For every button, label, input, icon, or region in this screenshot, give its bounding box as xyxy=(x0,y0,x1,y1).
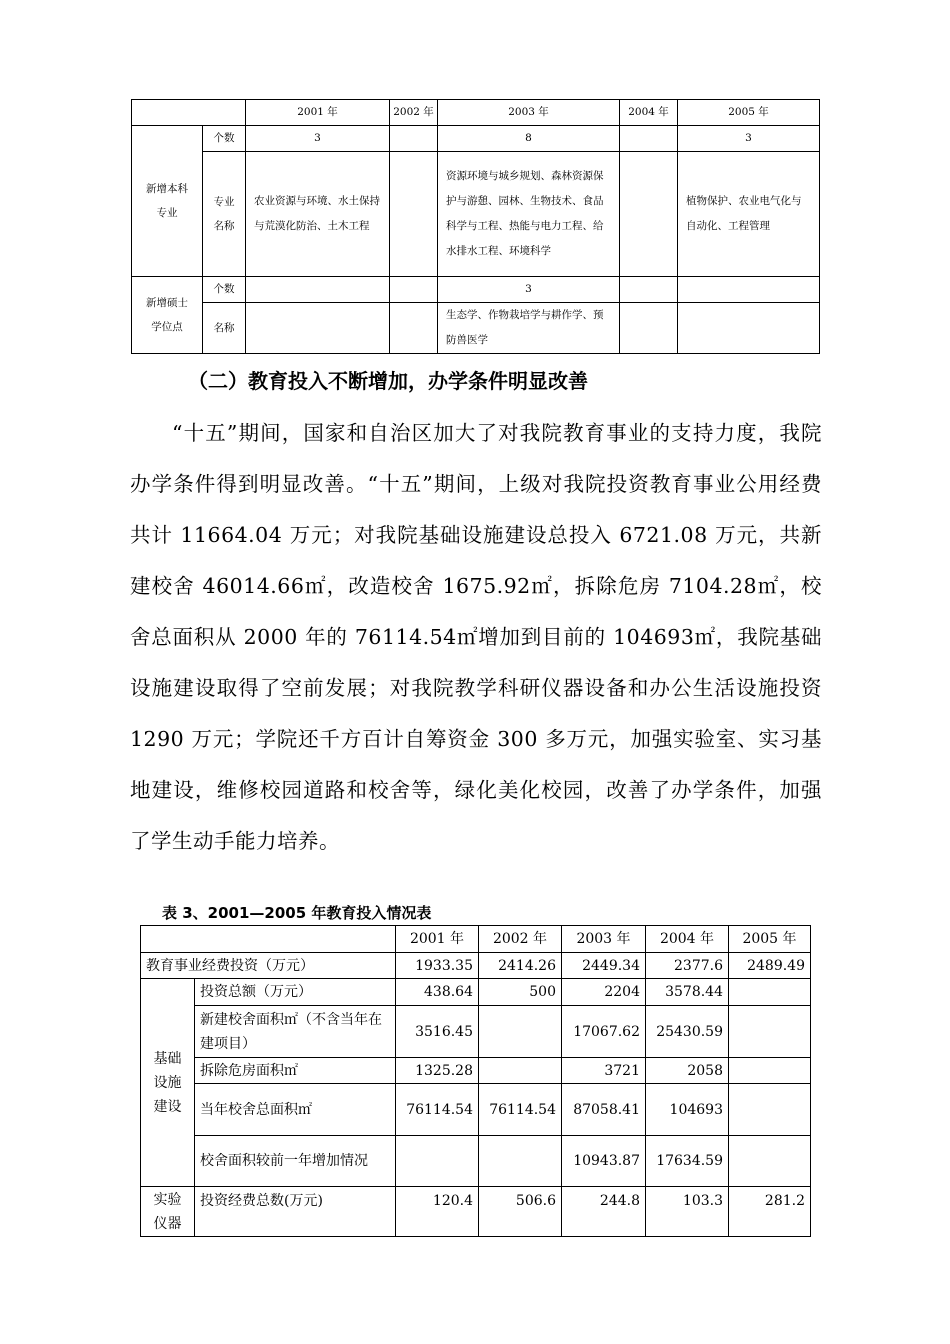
cell: 2204 xyxy=(562,979,646,1006)
row-label: 校舍面积较前一年增加情况 xyxy=(195,1136,396,1187)
cell: 438.64 xyxy=(396,979,479,1006)
cell: 农业资源与环境、水土保持与荒漠化防治、土木工程 xyxy=(246,152,390,277)
cell: 3 xyxy=(438,277,620,303)
cell xyxy=(390,152,438,277)
cell xyxy=(620,152,678,277)
table-caption: 表 3、2001—2005 年教育投入情况表 xyxy=(162,904,432,922)
row-label: 教育事业经费投资（万元） xyxy=(141,953,396,979)
major-name-label: 专业名称 xyxy=(203,152,246,277)
section-heading: （二）教育投入不断增加，办学条件明显改善 xyxy=(188,369,588,393)
year-header: 2005 年 xyxy=(729,926,811,953)
cell: 3578.44 xyxy=(646,979,729,1006)
cell xyxy=(729,1084,811,1136)
cell: 500 xyxy=(479,979,562,1006)
group-label: 实验仪器 xyxy=(141,1187,195,1237)
cell: 2377.6 xyxy=(646,953,729,979)
cell: 76114.54 xyxy=(479,1084,562,1136)
cell xyxy=(729,1136,811,1187)
cell xyxy=(390,277,438,303)
cell: 10943.87 xyxy=(562,1136,646,1187)
cell: 资源环境与城乡规划、森林资源保护与游憩、园林、生物技术、食品科学与工程、热能与电力工程、给水排水工程、环境科学 xyxy=(438,152,620,277)
cell xyxy=(479,1058,562,1084)
investment-table xyxy=(140,925,811,1237)
cell: 17634.59 xyxy=(646,1136,729,1187)
header-blank xyxy=(141,926,396,953)
cell xyxy=(246,303,390,354)
year-header: 2002 年 xyxy=(390,100,438,126)
cell xyxy=(678,303,820,354)
cell xyxy=(729,979,811,1006)
cell: 104693 xyxy=(646,1084,729,1136)
cell: 8 xyxy=(438,126,620,152)
year-header: 2003 年 xyxy=(438,100,620,126)
row-label: 新建校舍面积㎡（不含当年在建项目） xyxy=(195,1006,396,1058)
cell: 2414.26 xyxy=(479,953,562,979)
cell: 120.4 xyxy=(396,1187,479,1237)
cell xyxy=(620,126,678,152)
year-header: 2004 年 xyxy=(646,926,729,953)
cell: 506.6 xyxy=(479,1187,562,1237)
cell: 3 xyxy=(678,126,820,152)
cell: 生态学、作物栽培学与耕作学、预防兽医学 xyxy=(438,303,620,354)
cell: 17067.62 xyxy=(562,1006,646,1058)
cell xyxy=(246,277,390,303)
cell: 25430.59 xyxy=(646,1006,729,1058)
row-label: 拆除危房面积㎡ xyxy=(195,1058,396,1084)
new-majors-table xyxy=(131,99,820,354)
row-label: 当年校舍总面积㎡ xyxy=(195,1084,396,1136)
master-label: 新增硕士学位点 xyxy=(132,277,203,354)
cell: 3721 xyxy=(562,1058,646,1084)
cell: 87058.41 xyxy=(562,1084,646,1136)
cell: 76114.54 xyxy=(396,1084,479,1136)
count-label: 个数 xyxy=(203,277,246,303)
row-label: 投资总额（万元） xyxy=(195,979,396,1006)
cell: 2449.34 xyxy=(562,953,646,979)
header-blank xyxy=(132,100,246,126)
year-header: 2002 年 xyxy=(479,926,562,953)
year-header: 2001 年 xyxy=(246,100,390,126)
cell xyxy=(390,126,438,152)
cell: 1933.35 xyxy=(396,953,479,979)
cell xyxy=(396,1136,479,1187)
cell: 3516.45 xyxy=(396,1006,479,1058)
cell: 3 xyxy=(246,126,390,152)
cell: 244.8 xyxy=(562,1187,646,1237)
cell xyxy=(729,1006,811,1058)
count-label: 个数 xyxy=(203,126,246,152)
cell xyxy=(729,1058,811,1084)
body-paragraph: “十五”期间，国家和自治区加大了对我院教育事业的支持力度，我院办学条件得到明显改善。“十五”期间，上级对我院投资教育事业公用经费共计 11664.04 万元；对我院基础设施建设总投入 6721.08 万元，共新建校舍 46014.66㎡，改造校舍 1675.92㎡，拆除危房 7104.28㎡，校舍总面积从 2000 年的 76114.54㎡增加到目前的 104693㎡，我院基础设施建设取得了空前发展；对我院教学科研仪器设备和办公生活设施投资 1290 万元；学院还千方百计自筹资金 300 多万元，加强实验室、实习基地建设，维修校园道路和校舍等，绿化美化校园，改善了办学条件，加强了学生动手能力培养。 xyxy=(130,421,822,853)
cell: 1325.28 xyxy=(396,1058,479,1084)
cell: 植物保护、农业电气化与自动化、工程管理 xyxy=(678,152,820,277)
cell xyxy=(479,1136,562,1187)
year-header: 2004 年 xyxy=(620,100,678,126)
year-header: 2001 年 xyxy=(396,926,479,953)
cell xyxy=(620,303,678,354)
cell: 281.2 xyxy=(729,1187,811,1237)
cell xyxy=(620,277,678,303)
cell: 2489.49 xyxy=(729,953,811,979)
group-label: 基础设施建设 xyxy=(141,979,195,1187)
cell xyxy=(479,1006,562,1058)
row-label: 投资经费总数(万元) xyxy=(195,1187,396,1237)
cell xyxy=(390,303,438,354)
name-label: 名称 xyxy=(203,303,246,354)
undergrad-label: 新增本科专业 xyxy=(132,126,203,277)
cell xyxy=(678,277,820,303)
year-header: 2005 年 xyxy=(678,100,820,126)
cell: 2058 xyxy=(646,1058,729,1084)
cell: 103.3 xyxy=(646,1187,729,1237)
year-header: 2003 年 xyxy=(562,926,646,953)
